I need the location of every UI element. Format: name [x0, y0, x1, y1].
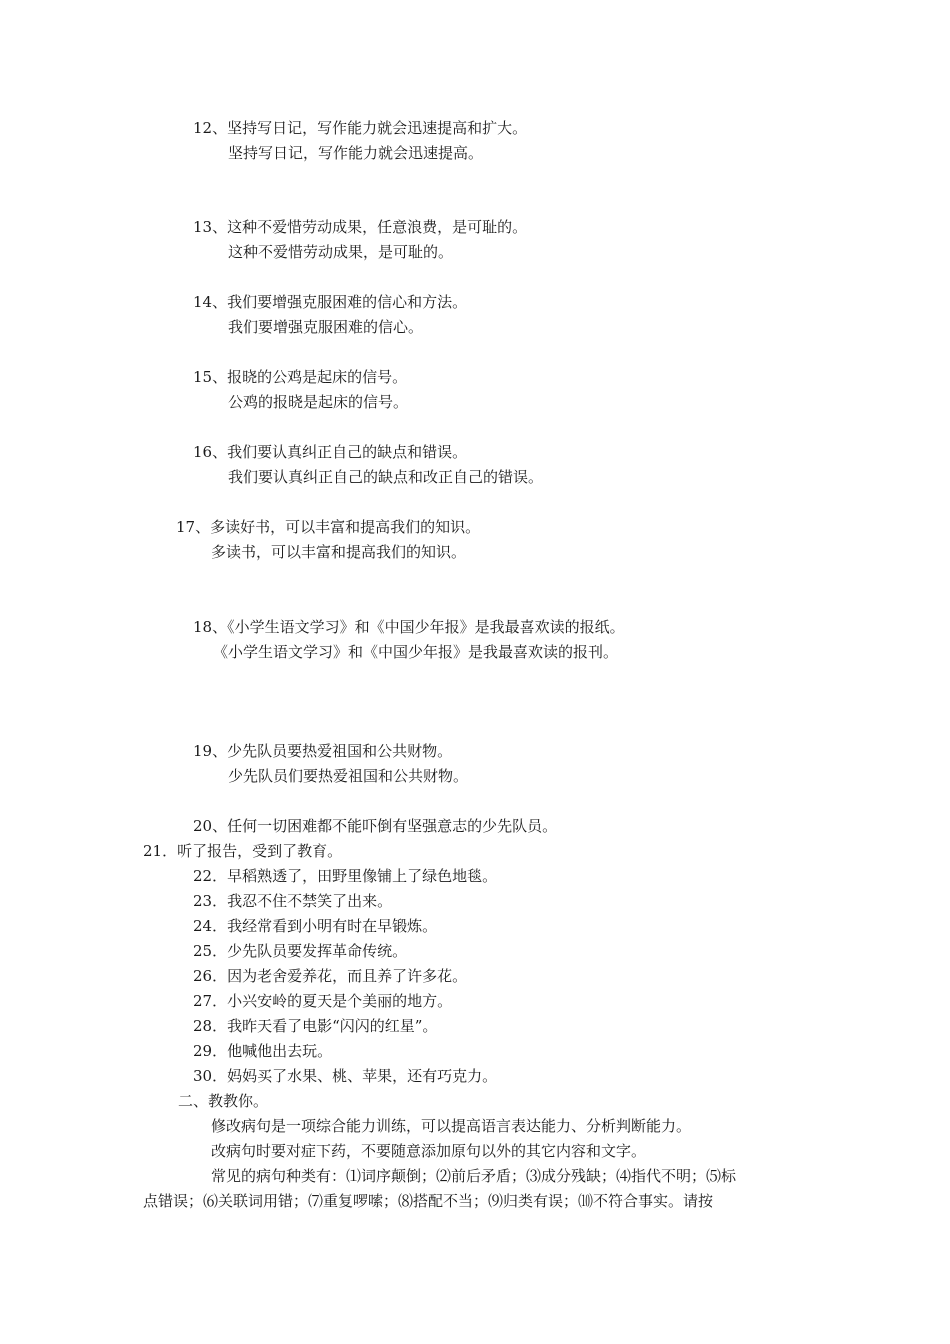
sentence-21: 21．听了报告，受到了教育。: [143, 842, 343, 860]
sentence-23: 23．我忍不住不禁笑了出来。: [193, 892, 393, 910]
sentence-29: 29．他喊他出去玩。: [193, 1042, 333, 1060]
sentence-27: 27．小兴安岭的夏天是个美丽的地方。: [193, 992, 453, 1010]
sentence-26: 26．因为老舍爱养花，而且养了许多花。: [193, 967, 468, 985]
sentence-14: 14、我们要增强克服困难的信心和方法。: [193, 293, 468, 311]
paragraph-intro: 修改病句是一项综合能力训练，可以提高语言表达能力、分析判断能力。: [211, 1117, 692, 1135]
sentence-12: 12、坚持写日记，写作能力就会迅速提高和扩大。: [193, 119, 528, 137]
paragraph-types-line1: 常见的病句种类有：⑴词序颠倒；⑵前后矛盾；⑶成分残缺；⑷指代不明；⑸标: [211, 1167, 737, 1185]
correction-12: 坚持写日记，写作能力就会迅速提高。: [228, 144, 484, 162]
correction-17: 多读书，可以丰富和提高我们的知识。: [211, 543, 467, 561]
sentence-28: 28．我昨天看了电影“闪闪的红星”。: [193, 1017, 438, 1035]
section-heading: 二、教教你。: [178, 1092, 269, 1110]
sentence-17: 17、多读好书，可以丰富和提高我们的知识。: [176, 518, 481, 536]
sentence-15: 15、报晓的公鸡是起床的信号。: [193, 368, 408, 386]
sentence-16: 16、我们要认真纠正自己的缺点和错误。: [193, 443, 468, 461]
correction-19: 少先队员们要热爱祖国和公共财物。: [228, 767, 469, 785]
correction-18: 《小学生语文学习》和《中国少年报》是我最喜欢读的报刊。: [213, 643, 619, 661]
correction-16: 我们要认真纠正自己的缺点和改正自己的错误。: [228, 468, 544, 486]
sentence-20: 20、任何一切困难都不能吓倒有坚强意志的少先队员。: [193, 817, 558, 835]
sentence-30: 30．妈妈买了水果、桃、苹果，还有巧克力。: [193, 1067, 498, 1085]
paragraph-advice: 改病句时要对症下药，不要随意添加原句以外的其它内容和文字。: [211, 1142, 647, 1160]
sentence-18: 18、《小学生语文学习》和《中国少年报》是我最喜欢读的报纸。: [193, 618, 625, 636]
sentence-24: 24．我经常看到小明有时在早锻炼。: [193, 917, 438, 935]
correction-15: 公鸡的报晓是起床的信号。: [228, 393, 409, 411]
correction-14: 我们要增强克服困难的信心。: [228, 318, 424, 336]
sentence-19: 19、少先队员要热爱祖国和公共财物。: [193, 742, 453, 760]
paragraph-types-line2: 点错误；⑹关联词用错；⑺重复啰嗦；⑻搭配不当；⑼归类有误；⑽不符合事实。请按: [143, 1192, 714, 1210]
sentence-25: 25．少先队员要发挥革命传统。: [193, 942, 408, 960]
correction-13: 这种不爱惜劳动成果，是可耻的。: [228, 243, 454, 261]
sentence-13: 13、这种不爱惜劳动成果，任意浪费，是可耻的。: [193, 218, 528, 236]
sentence-22: 22．早稻熟透了，田野里像铺上了绿色地毯。: [193, 867, 498, 885]
